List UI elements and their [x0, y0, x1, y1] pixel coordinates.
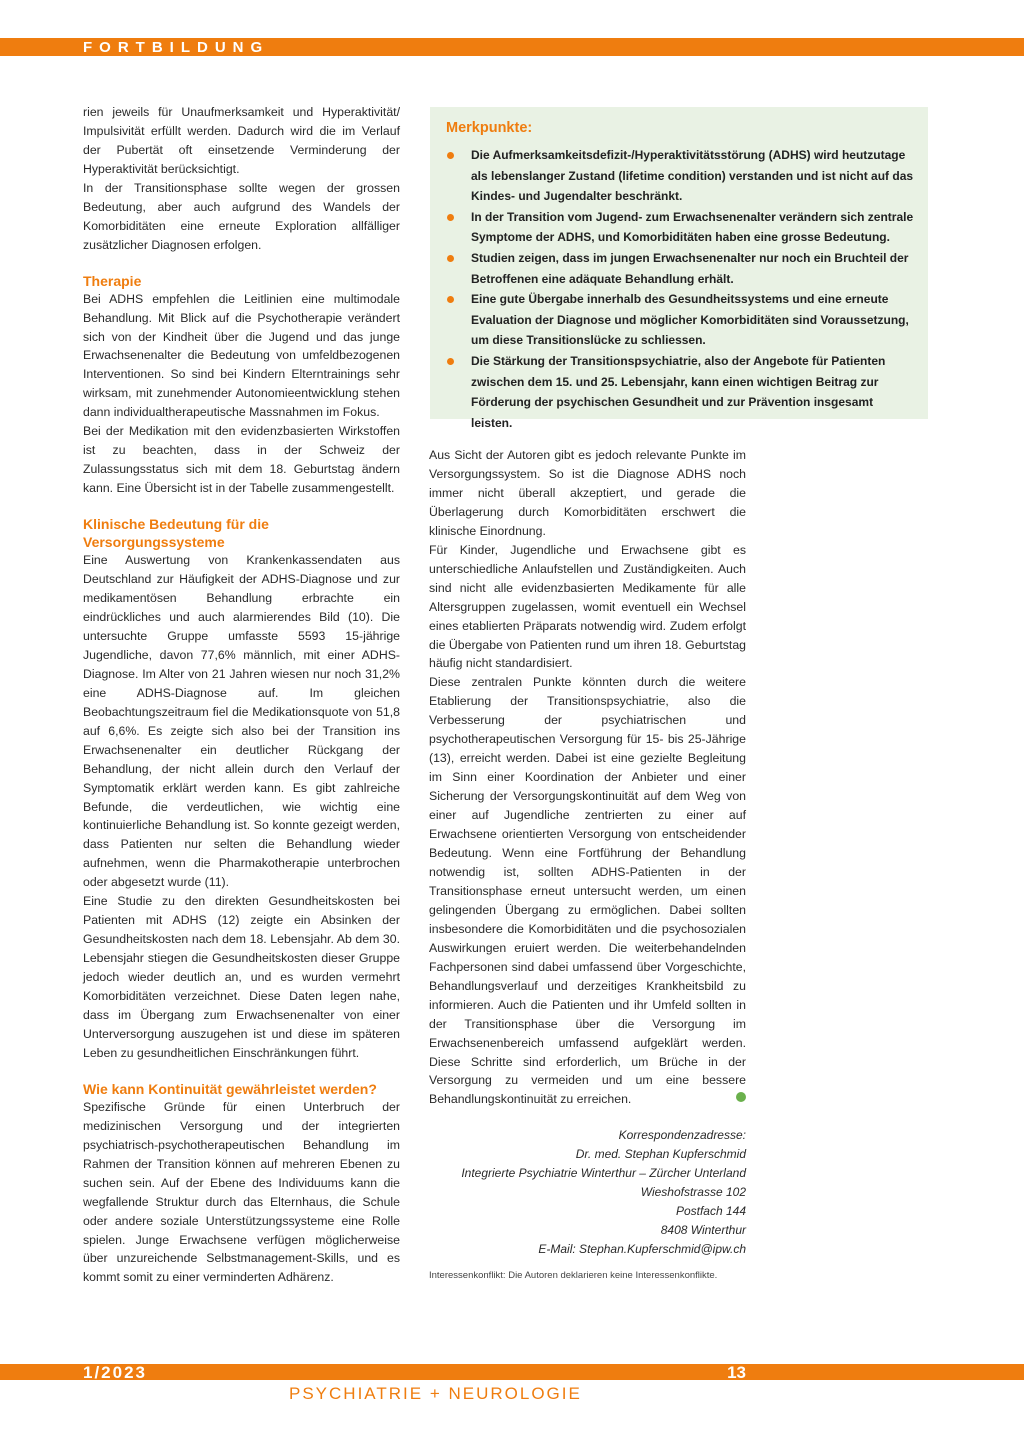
correspondence-address [429, 1126, 746, 1259]
page-number: 13 [727, 1363, 746, 1382]
address-email: E-Mail: Stephan.Kupferschmid@ipw.ch [538, 1242, 746, 1256]
paragraph: Aus Sicht der Autoren gibt es jedoch relevante Punkte im Versorgungssystem. So ist die Diagnose ADHS noch immer nicht überall akzeptiert, und gerade die Überlagerung durch Komorbiditäten erschwert die klinische Einordnung. [429, 448, 746, 538]
address-city: 8408 Winterthur [660, 1223, 746, 1237]
paragraph: rien jeweils für Unaufmerksamkeit und Hyperaktivität/ Impulsivität erfüllt werden. Dadurch wird die im Verlauf der Pubertät oft einsetzende Verminderung der Hyperaktivität berücksichtigt. [83, 105, 400, 176]
journal-name: PSYCHIATRIE + NEUROLOGIE [289, 1384, 582, 1403]
right-column [429, 446, 746, 1109]
list-item: Studien zeigen, dass im jungen Erwachsenenalter nur noch ein Bruchteil der Betroffenen eine adäquate Behandlung erhält. [446, 248, 914, 289]
paragraph: Eine Auswertung von Krankenkassendaten aus Deutschland zur Häufigkeit der ADHS-Diagnose und zur medikamentösen Behandlung erbrachte ein eindrückliches und auch alarmierendes Bild (10). Die untersuchte Gruppe umfasste 5593 15-jährige Jugendliche, davon 77,6% männlich, mit einer ADHS-Diagnose. Im Alter von 21 Jahren wiesen nur noch 31,2% eine ADHS-Diagnose auf. Im gleichen Beobachtungszeitraum fiel die Medikationsquote von 51,8 auf 6,6%. Es zeigte sich also bei der Transition ins Erwachsenenalter ein deutlicher Rückgang der Behandlung, der nicht allein durch den Verlauf der Symptomatik erklärt werden kann. Es gibt zahlreiche Befunde, die verdeutlichen, wie wichtig eine kontinuierliche Behandlung ist. So konnte gezeigt werden, dass Patienten nur selten die Behandlung wieder aufnehmen, wenn die Pharmakotherapie unterbrochen oder abgesetzt wurde (11). [83, 553, 400, 890]
section-heading: Klinische Bedeutung für die Versorgungssysteme [83, 516, 269, 551]
paragraph: Bei ADHS empfehlen die Leitlinien eine multimodale Behandlung. Mit Blick auf die Psychotherapie verändert sich von der Kindheit über die Jugend und das junge Erwachsenenalter die Bedeutung von umfeldbezogenen Interventionen. So sind bei Kindern Elterntrainings sehr wirksam, mit zunehmender Autonomieentwicklung stehen dann individualtherapeutische Massnahmen im Fokus. [83, 291, 400, 420]
list-item: Eine gute Übergabe innerhalb des Gesundheitssystems und eine erneute Evaluation der Diagnose und möglicher Komorbiditäten sind Voraussetzung, um diese Transitionslücke zu schliessen. [446, 289, 914, 351]
section-heading: Wie kann Kontinuität gewährleistet werden? [83, 1080, 377, 1097]
address-name: Dr. med. Stephan Kupferschmid [575, 1147, 746, 1161]
end-mark-icon [736, 1092, 746, 1102]
bullet-icon [447, 152, 454, 159]
address-label: Korrespondenzadresse: [618, 1128, 746, 1142]
bullet-icon [447, 255, 454, 262]
paragraph: In der Transitionsphase sollte wegen der grossen Bedeutung, aber auch aufgrund des Wandels der Komorbiditäten eine erneute Exploration allfälliger zusätzlicher Diagnosen erfolgen. [83, 180, 400, 252]
section-heading: Therapie [83, 272, 142, 289]
conflict-statement: Interessenkonflikt: Die Autoren deklarieren keine Interessenkonflikte. [429, 1270, 718, 1281]
paragraph: Spezifische Gründe für einen Unterbruch der medizinischen Versorgung und der integrierten psychiatrisch-psychotherapeutischen Behandlung im Rahmen der Transition können auf mehreren Ebenen zu suchen sein. Auf der Ebene des Individuums kann die wegfallende Struktur durch das Elternhaus, die Schule oder andere soziale Unterstützungssysteme eine Rolle spielen. Junge Erwachsene verfügen möglicherweise über unzureichende Selbstmanagement-Skills, und es kommt somit zu einer verminderten Adhärenz. [83, 1099, 400, 1285]
paragraph: Bei der Medikation mit den evidenzbasierten Wirkstoffen ist zu beachten, dass in der Schweiz der Zulassungsstatus sich mit dem 18. Geburtstag ändern kann. Eine Übersicht ist in der Tabelle zusammengestellt. [83, 424, 400, 496]
bullet-icon [447, 358, 454, 365]
list-item: In der Transition vom Jugend- zum Erwachsenenalter verändern sich zentrale Symptome der ADHS, und Komorbiditäten haben eine grosse Bedeutung. [446, 207, 914, 248]
merkpunkte-box [430, 107, 928, 430]
section-label: FORTBILDUNG [83, 39, 270, 56]
issue-number: 1/2023 [83, 1363, 147, 1382]
bullet-icon [447, 214, 454, 221]
left-column [83, 103, 400, 1287]
list-item: Die Aufmerksamkeitsdefizit-/Hyperaktivitätsstörung (ADHS) wird heutzutage als lebenslanger Zustand (lifetime condition) verstanden und ist nicht auf das Kindes- und Jugendalter beschränkt. [446, 145, 914, 207]
address-postbox: Postfach 144 [675, 1204, 746, 1218]
bullet-icon [447, 296, 454, 303]
paragraph: Eine Studie zu den direkten Gesundheitskosten bei Patienten mit ADHS (12) zeigte ein Absinken der Gesundheitskosten nach dem 18. Lebensjahr. Ab dem 30. Lebensjahr stiegen die Gesundheitskosten dieser Gruppe jedoch wieder deutlich an, und es wurden vermehrt Komorbiditäten verzeichnet. Diese Daten legen nahe, dass im Übergang zum Erwachsenenalter von einer Unterversorgung auszugehen ist und diese im späteren Leben zu gesundheitlichen Einschränkungen führt. [83, 894, 400, 1060]
merkpunkte-list [446, 145, 914, 433]
list-item: Die Stärkung der Transitionspsychiatrie, also der Angebote für Patienten zwischen dem 15. und 25. Lebensjahr, kann einen wichtigen Beitrag zur Förderung der psychischen Gesundheit und zur Prävention insgesamt leisten. [446, 351, 914, 433]
paragraph: Diese zentralen Punkte könnten durch die weitere Etablierung der Transitionspsychiatrie, also die Verbesserung der psychiatrischen und psychotherapeutischen Versorgung für 15- bis 25-Jährige (13), erreicht werden. Dabei ist eine gezielte Begleitung im Sinn einer Koordination der Anbieter und einer Sicherung der Versorgungskontinuität auf dem Weg von einer auf Jugendliche zentrierten zu einer auf Erwachsene orientierten Versorgung von entscheidender Bedeutung. Wenn eine Fortführung der Behandlung notwendig ist, sollten ADHS-Patienten in der Transitionsphase erneut untersucht werden, um einen gelingenden Übergang zu ermöglichen. Dabei sollten insbesondere die Komorbiditäten und die psychosozialen Auswirkungen eruiert werden. Die weiterbehandelnden Fachpersonen sind dabei umfassend über Vorgeschichte, Behandlungsverlauf und derzeitiges Krankheitsbild zu informieren. Auch die Patienten und ihr Umfeld sollten in der Transitionsphase über die Versorgung im Erwachsenenbereich umfassend aufgeklärt werden. Diese Schritte sind erforderlich, um Brüche in der Versorgung zu vermeiden und um eine bessere Behandlungskontinuität zu erreichen. [429, 675, 746, 1107]
address-institution: Integrierte Psychiatrie Winterthur – Zürcher Unterland [461, 1166, 746, 1180]
merkpunkte-title: Merkpunkte: [446, 120, 533, 136]
paragraph: Für Kinder, Jugendliche und Erwachsene gibt es unterschiedliche Anlaufstellen und Zuständigkeiten. Auch sind nicht alle evidenzbasierten Medikamente für alle Altersgruppen zugelassen, womit eventuell ein Wechsel eines etablierten Präparats notwendig wird. Zudem erfolgt die Übergabe von Patienten rund um ihren 18. Geburtstag häufig nicht standardisiert. [429, 542, 746, 671]
address-street: Wieshofstrasse 102 [640, 1185, 746, 1199]
footer-bar [0, 1364, 1024, 1380]
